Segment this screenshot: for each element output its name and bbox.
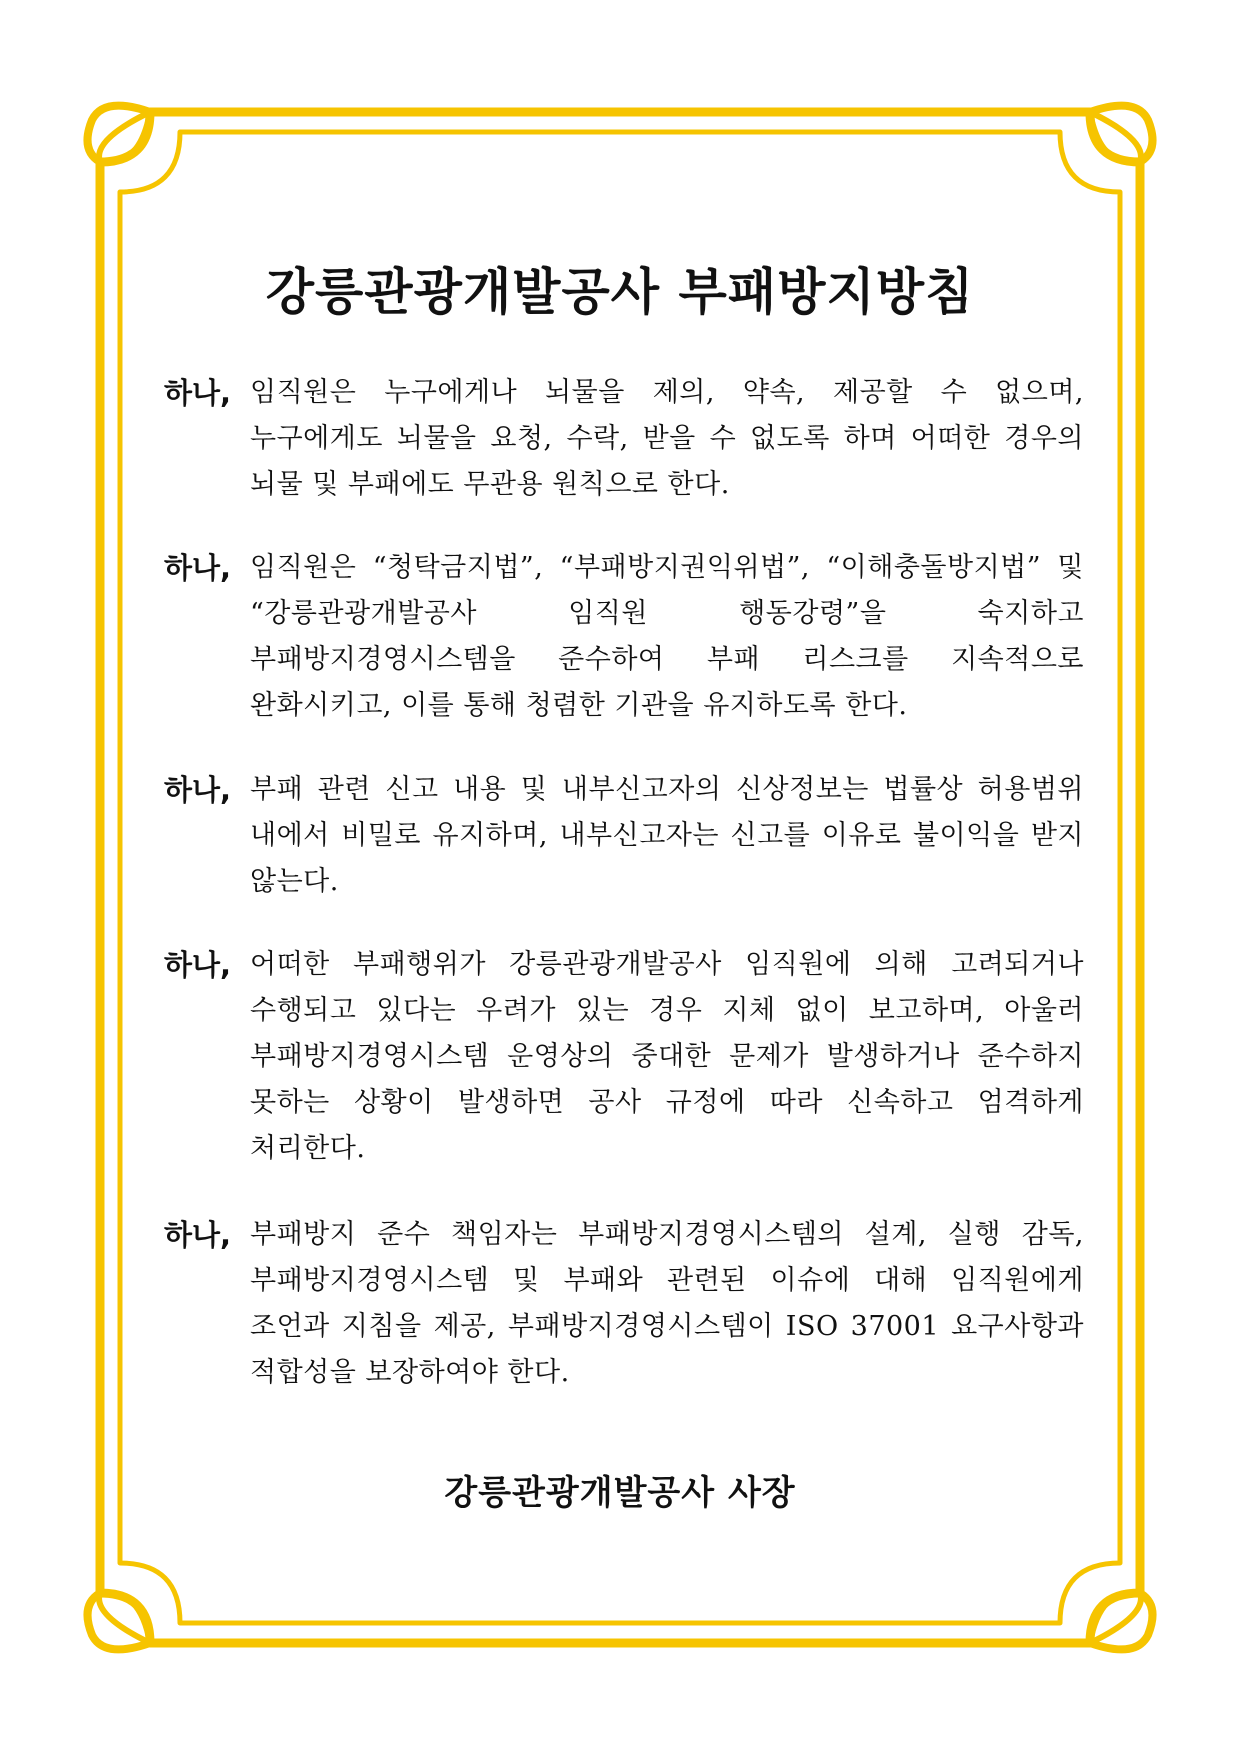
signature-line: 강릉관광개발공사 사장 bbox=[444, 1473, 796, 1513]
clause-marker: 하나, bbox=[164, 1218, 232, 1252]
policy-clause-list bbox=[164, 370, 1084, 1434]
clause-text: 어떠한 부패행위가 강릉관광개발공사 임직원에 의해 고려되거나 수행되고 있다는 우려가 있는 경우 지체 없이 보고하며, 아울러 부패방지경영시스템 운영상의 중대한 문제가 발생하거나 준수하지 못하는 상황이 발생하면 공사 규정에 따라 신속하고 엄격하게 처리한다. bbox=[250, 949, 1084, 1164]
clause-text: 부패방지 준수 책임자는 부패방지경영시스템의 설계, 실행 감독, 부패방지경영시스템 및 부패와 관련된 이슈에 대해 임직원에게 조언과 지침을 제공, 부패방지경영시스템이 ISO 37001 요구사항과 적합성을 보장하여야 한다. bbox=[250, 1219, 1084, 1388]
clause-marker: 하나, bbox=[164, 551, 232, 585]
clause-text: 임직원은 “청탁금지법”, “부패방지권익위법”, “이해충돌방지법” 및 “강릉관광개발공사 임직원 행동강령”을 숙지하고 부패방지경영시스템을 준수하여 부패 리스크를 지속적으로 완화시키고, 이를 통해 청렴한 기관을 유지하도록 한다. bbox=[250, 552, 1084, 721]
policy-clause bbox=[164, 370, 1084, 545]
page-title: 강릉관광개발공사 부패방지방침 bbox=[265, 263, 975, 321]
clause-text: 임직원은 누구에게나 뇌물을 제의, 약속, 제공할 수 없으며, 누구에게도 뇌물을 요청, 수락, 받을 수 없도록 하며 어떠한 경우의 뇌물 및 부패에도 무관용 원칙으로 한다. bbox=[250, 377, 1084, 500]
clause-marker: 하나, bbox=[164, 948, 232, 982]
clause-marker: 하나, bbox=[164, 773, 232, 807]
clause-marker: 하나, bbox=[164, 376, 232, 410]
policy-clause bbox=[164, 1212, 1084, 1434]
clause-text: 부패 관련 신고 내용 및 내부신고자의 신상정보는 법률상 허용범위 내에서 비밀로 유지하며, 내부신고자는 신고를 이유로 불이익을 받지 않는다. bbox=[250, 774, 1084, 897]
policy-clause bbox=[164, 767, 1084, 942]
policy-clause bbox=[164, 942, 1084, 1212]
policy-clause bbox=[164, 545, 1084, 767]
